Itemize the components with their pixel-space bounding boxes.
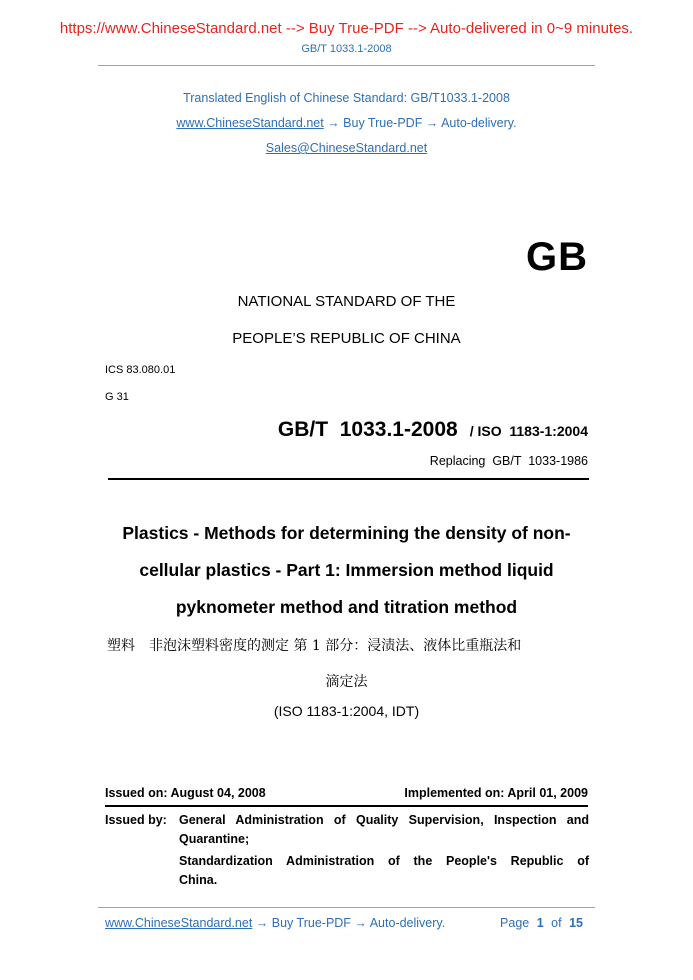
issuer-org1-line1: General Administration of Quality Supervision, Inspection and bbox=[179, 813, 589, 827]
national-standard-line1: NATIONAL STANDARD OF THE bbox=[237, 293, 456, 310]
site-link-suffix: → Buy True-PDF → Auto-delivery. bbox=[323, 116, 517, 130]
title-cn-line1: 塑料 非泡沫塑料密度的测定 第 1 部分：浸渍法、液体比重瓶法和 bbox=[107, 638, 522, 654]
national-standard-line2: PEOPLE’S REPUBLIC OF CHINA bbox=[232, 330, 461, 347]
translation-notice: Translated English of Chinese Standard: GB/T1033.1-2008 bbox=[183, 91, 510, 105]
iso-reference: / ISO 1183-1:2004 bbox=[469, 423, 588, 439]
ics-code: ICS 83.080.01 bbox=[105, 364, 176, 376]
header-divider bbox=[98, 65, 595, 66]
top-banner[interactable]: https://www.ChineseStandard.net --> Buy True-PDF --> Auto-delivered in 0~9 minutes. bbox=[59, 20, 634, 37]
classification-code: G 31 bbox=[105, 391, 129, 403]
title-en-line1: Plastics - Methods for determining the density of non- bbox=[122, 523, 571, 543]
page-indicator bbox=[500, 916, 583, 930]
header-standard-code: GB/T 1033.1-2008 bbox=[301, 43, 392, 55]
page-total: 15 bbox=[569, 916, 583, 930]
title-en-line3: pyknometer method and titration method bbox=[175, 597, 518, 617]
standard-number: GB/T 1033.1-2008 bbox=[277, 418, 458, 441]
implemented-on-date: Implemented on: April 01, 2009 bbox=[404, 786, 588, 800]
title-en-line2: cellular plastics - Part 1: Immersion method liquid bbox=[139, 560, 554, 580]
issuer-org1-line2: Quarantine; bbox=[179, 832, 250, 846]
page-number: 1 bbox=[536, 916, 544, 930]
footer-divider bbox=[98, 907, 595, 908]
issuer-org2-line2: China. bbox=[179, 873, 218, 887]
footer-site-suffix: → Buy True-PDF → Auto-delivery. bbox=[252, 916, 446, 930]
of-label: of bbox=[551, 916, 562, 930]
translation-site-line bbox=[0, 116, 693, 130]
site-link[interactable]: www.ChineseStandard.net bbox=[176, 116, 324, 130]
page-label: Page bbox=[500, 916, 530, 930]
dates-divider bbox=[105, 805, 588, 807]
standard-number-line bbox=[278, 418, 588, 442]
issued-by-label: Issued by: bbox=[105, 813, 167, 827]
title-divider bbox=[108, 478, 589, 480]
iso-idt-note: (ISO 1183-1:2004, IDT) bbox=[273, 703, 420, 719]
footer-site-link[interactable]: www.ChineseStandard.net bbox=[105, 916, 253, 930]
issuer-org2-line1: Standardization Administration of the People's Republic of bbox=[179, 854, 589, 868]
sales-email-link[interactable]: Sales@ChineseStandard.net bbox=[265, 141, 428, 155]
title-cn-line2: 滴定法 bbox=[325, 674, 368, 690]
sales-line bbox=[0, 141, 693, 155]
replacing-note: Replacing GB/T 1033-1986 bbox=[429, 454, 588, 468]
issued-on-date: Issued on: August 04, 2008 bbox=[105, 786, 266, 800]
gb-logo: GB bbox=[526, 235, 588, 279]
footer-site-line bbox=[105, 916, 445, 930]
